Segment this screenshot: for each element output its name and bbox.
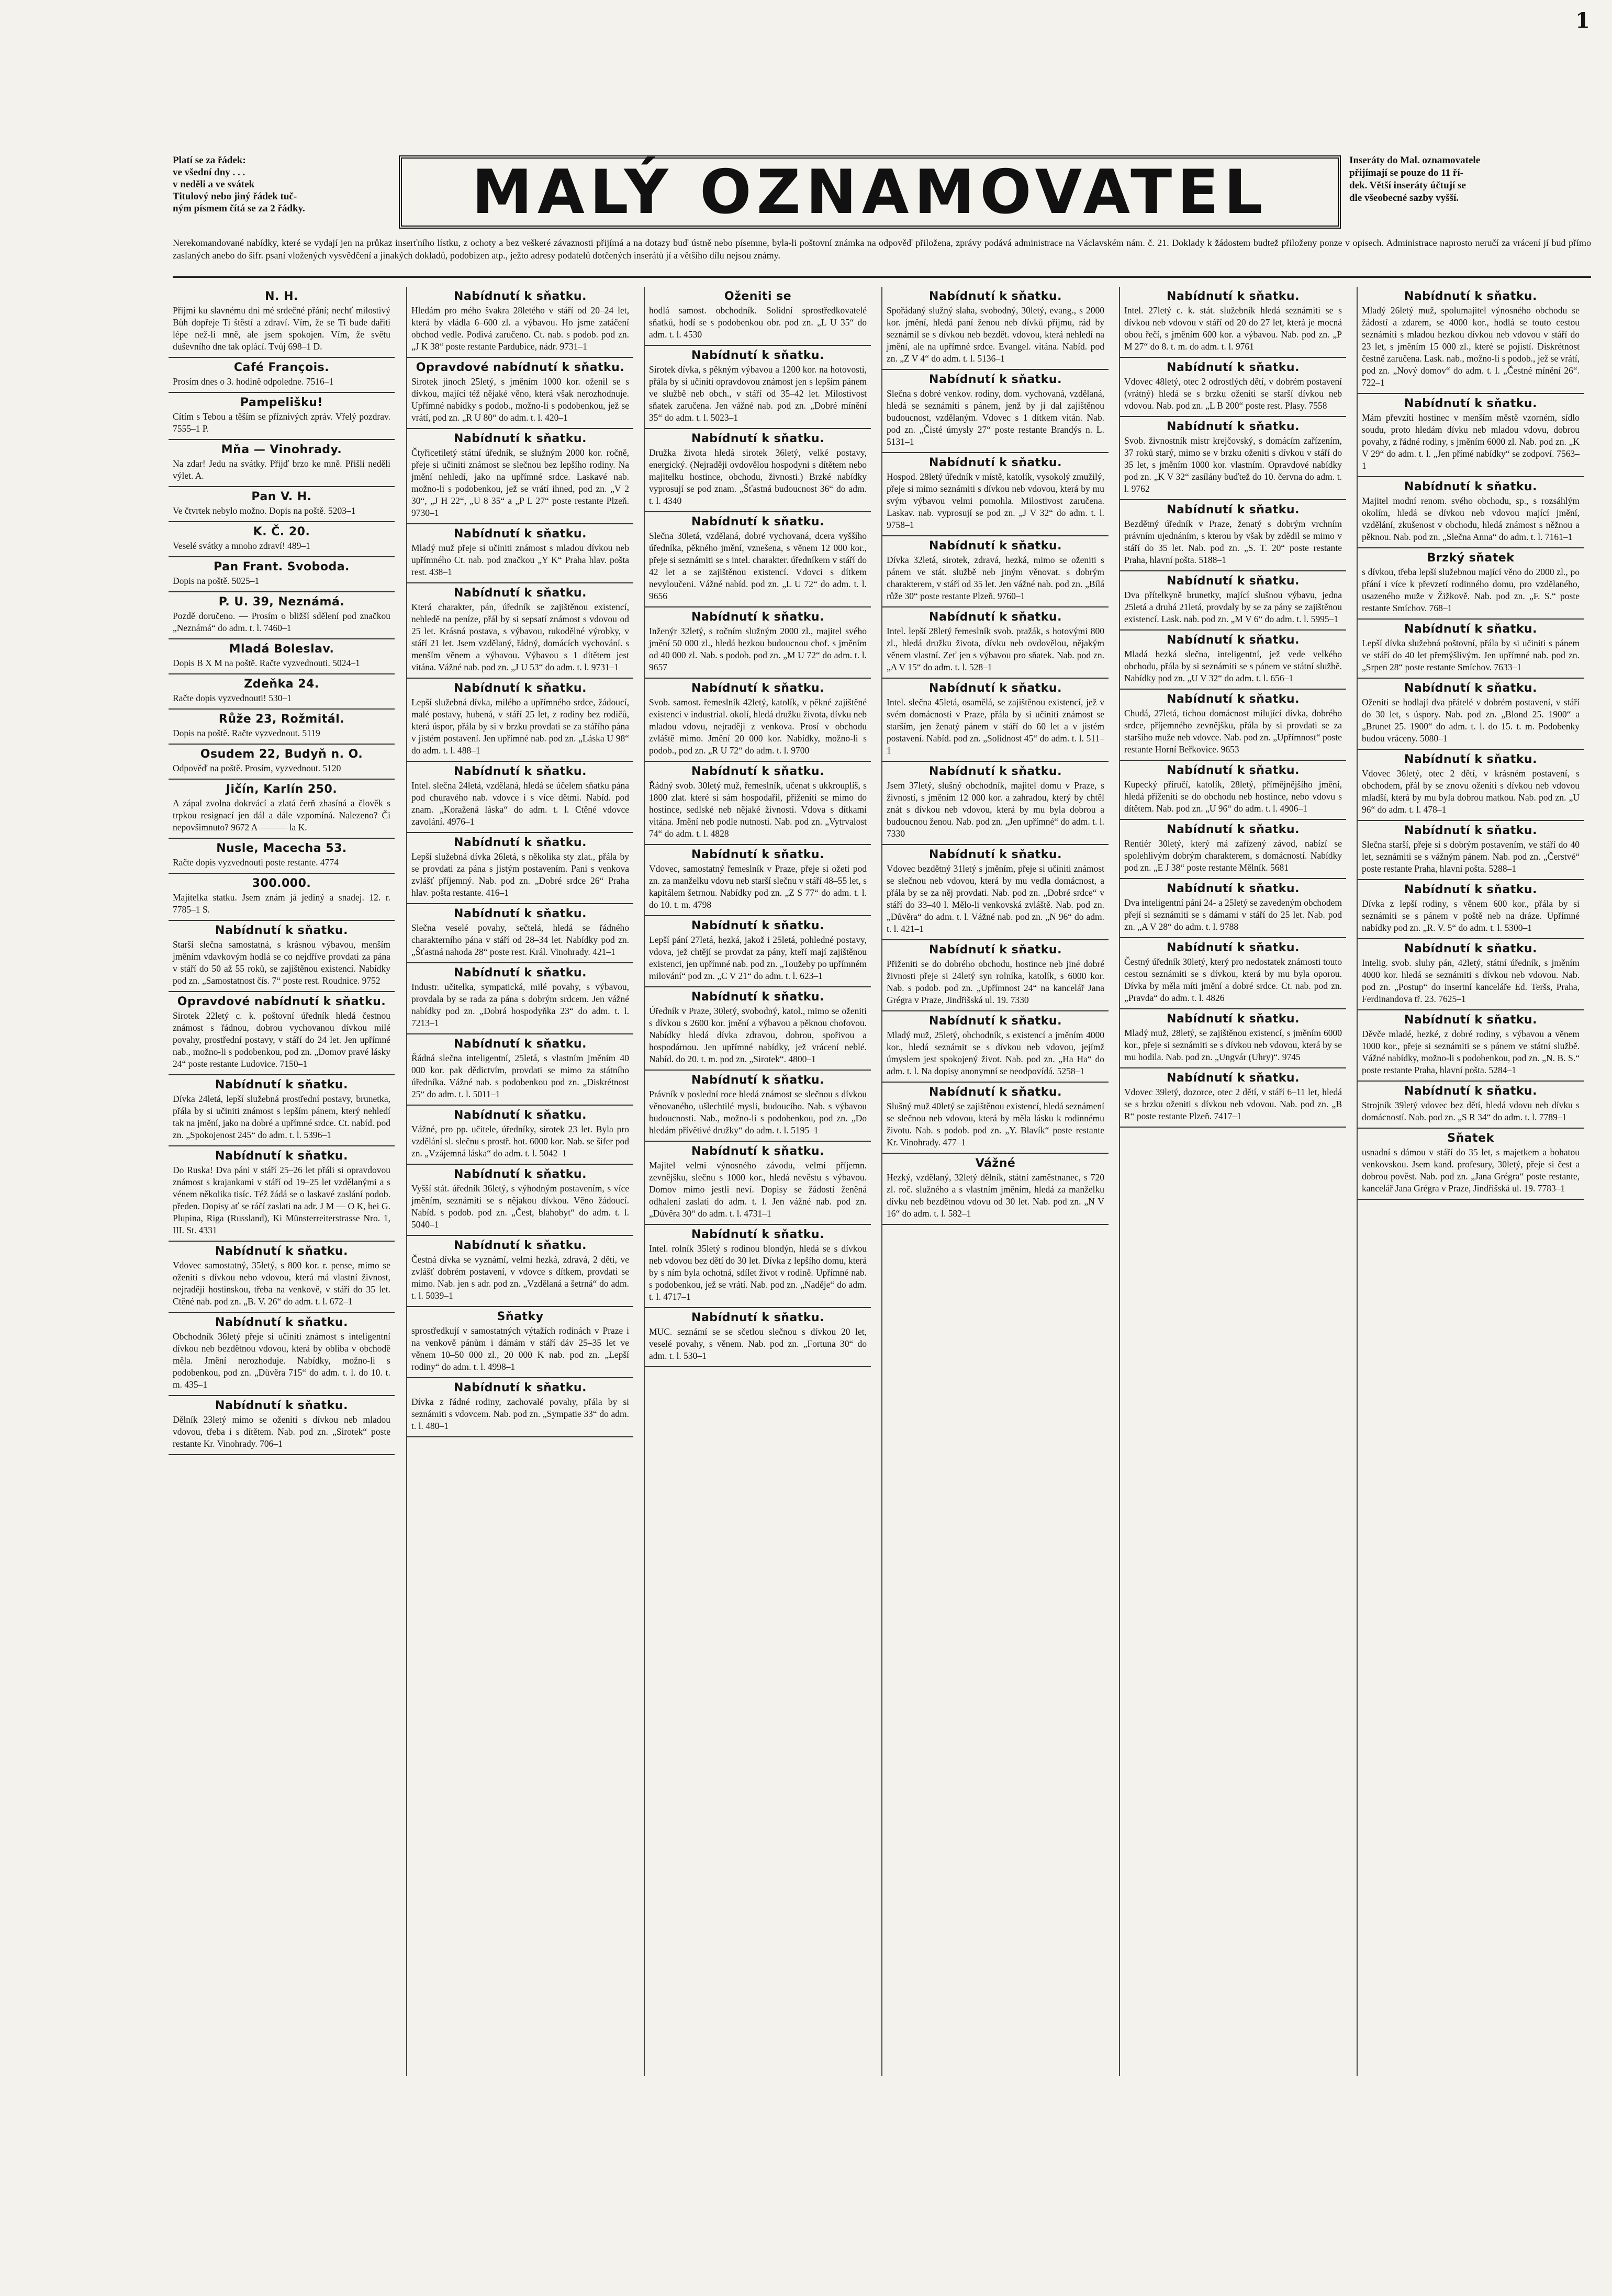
ad-heading: Nabídnutí k sňatku.: [454, 432, 587, 445]
classified-ad: [1358, 287, 1584, 394]
ad-text: Dva inteligentní páni 24- a 25letý se zavedeným obchodem přejí si seznámiti se s dámami v stáří do 25 let. Nab. pod zn. „A V 28“ do adm. t. l. 9788: [1124, 897, 1342, 932]
classified-ad: [169, 592, 395, 639]
ad-heading: Nabídnutí k sňatku.: [454, 1168, 587, 1181]
ad-heading: Nabídnutí k sňatku.: [1167, 290, 1300, 303]
ad-heading: Pan Frant. Svoboda.: [214, 560, 350, 573]
ad-heading: Nabídnutí k sňatku.: [215, 1078, 348, 1091]
classified-ad: [1120, 571, 1346, 631]
ad-text: Děvče mladé, hezké, z dobré rodiny, s výbavou a věnem 1000 kor., přeje si seznámiti se s pánem ve státní službě. Vážné nabídky, možno-li s podobenkou, pod zn. „N. B. S.“ poste restante Praha, hlavní pošta. 5284–1: [1362, 1029, 1580, 1075]
ad-text: Přijmi ku slavnému dni mé srdečné přání; nechť milostivý Bůh dopřeje Ti štěstí a zdraví. Vím, že se Ti bude dařiti lépe než-li mně, ale jsem spokojen. Vím, že světu duševního dne tak oplácí. Tvůj 698–1 D.: [173, 305, 390, 352]
classified-ad: [169, 487, 395, 522]
ad-text: Vdovec bezdětný 31letý s jměním, přeje si učiniti známost se slečnou neb vdovou, která by mu vedla domácnost, a přála by se za něj provdati. Nab. pod zn. „Dobré srdce“ v stáří do 33–40 l. Mělo-li venkovská zvláště. Nab. pod zn. „Důvěra“ do adm. t. l. Vážné nab. pod zn. „N 96“ do adm. t. l. 421–1: [887, 863, 1104, 934]
classified-ad: [407, 1378, 633, 1437]
classified-ad: [882, 1154, 1109, 1225]
ad-text: Intel. rolník 35letý s rodinou blondýn, hledá se s dívkou neb vdovou bez dětí do 30 let. Dívka z lepšího domu, která by s ním byla ochotná, sdílet život v rodině. Upřímné nab. s podobenkou, jež se vrátí. Nab. pod zn. „Naděje“ do adm. t. l. 4717–1: [649, 1243, 867, 1302]
ad-text: Dívka z lepší rodiny, s věnem 600 kor., přála by si seznámiti se s pánem v poště neb na dráze. Upřímné nabídky pod zn. „R. V. 5“ do adm. t. l. 5300–1: [1362, 898, 1580, 933]
classified-ad: [882, 940, 1109, 1011]
classified-ad: [1120, 761, 1346, 820]
ad-text: Bezdětný úředník v Praze, ženatý s dobrým vrchním právním ujednáním, s kterou by však by zdědil se mimo v stáří do 35 let. Nab. pod zn. „S. T. 20“ poste restante Praha, hlavní pošta. 5188–1: [1124, 519, 1342, 565]
ad-heading: Nabídnutí k sňatku.: [1167, 1072, 1300, 1085]
classified-ad: [407, 583, 633, 679]
ad-text: Mladá hezká slečna, inteligentní, jež vede velkého obchodu, přála by si seznámiti se s pánem ve státní službě. Nabídky pod zn. „U V 32“ do adm. t. l. 656–1: [1124, 649, 1342, 683]
ad-heading: Opravdové nabídnutí k sňatku.: [177, 995, 386, 1008]
ad-text: Lepší dívka služebná poštovní, přála by si učiniti s pánem ve stáří do 40 let přemýšlivým. Jen upřímné nab. pod zn. „Srpen 28“ poste restante Smíchov. 7633–1: [1362, 638, 1580, 672]
classified-ad: [407, 358, 633, 429]
ad-text: s dívkou, třeba lepší služebnou mající věno do 2000 zl., po přání i více k převzetí rodinného domu, pro vzdělaného, usazeného muže v Žižkově. Nab. pod zn. „F. S.“ poste restante Smíchov. 768–1: [1362, 567, 1580, 613]
price-line: Platí se za řádek:: [173, 155, 246, 166]
classified-ad: [169, 745, 395, 780]
info-line: dle všeobecné sazby vyšší.: [1349, 193, 1459, 204]
ad-columns: [169, 287, 1594, 2076]
classified-ad: [882, 453, 1109, 536]
classified-ad: [407, 1307, 633, 1378]
ad-text: Vyšší stát. úředník 36letý, s výhodným postavením, s více jměním, seznámiti se s nějakou dívkou. Věno žádoucí. Nabíd. s podob. pod zn. „Čest, blahobyt“ do adm. t. l. 5040–1: [411, 1183, 629, 1230]
ad-text: Mladý muž, 25letý, obchodník, s existencí a jměním 4000 kor., hledá seznámit se s dívkou neb vdovou, jejímž úmyslem jest spokojený život. Nab. pod zn. „Ha Ha“ do adm. t. l. Na dopisy anonymní se neodpovídá. 5258–1: [887, 1030, 1104, 1076]
ad-heading: Nabídnutí k sňatku.: [1404, 942, 1537, 955]
ad-text: Vdovec 48letý, otec 2 odrostlých dětí, v dobrém postavení (vrátný) hledá se s brzku oženiti se starší dívkou neb vdovou. Nab. pod zn. „L B 200“ poste rest. Plasy. 7558: [1124, 376, 1342, 411]
classified-ad: [1120, 938, 1346, 1009]
classified-ad: [407, 1106, 633, 1165]
ad-heading: Nabídnutí k sňatku.: [691, 848, 824, 861]
ad-heading: Nabídnutí k sňatku.: [691, 1228, 824, 1241]
ad-heading: Nabídnutí k sňatku.: [454, 1109, 587, 1122]
ad-text: Intelig. svob. sluhy pán, 42letý, státní úředník, s jměním 4000 kor. hledá se seznámiti s dívkou neb vdovou. Nab. pod zn. „Postup“ do insertní kanceláře Ed. Teršs, Praha, Ferdinandova tř. 23. 7625–1: [1362, 958, 1580, 1004]
ad-text: Račte dopis vyzvednouti poste restante. 4774: [173, 857, 339, 868]
section-title-box: [399, 155, 1341, 229]
ad-heading: N. H.: [265, 290, 298, 303]
ad-heading: Nabídnutí k sňatku.: [1404, 753, 1537, 766]
classified-ad: [407, 963, 633, 1034]
ad-heading: Nabídnutí k sňatku.: [1167, 575, 1300, 588]
ad-text: Ve čtvrtek nebylo možno. Dopis na poště. 5203–1: [173, 505, 356, 516]
ad-text: Inženýr 32letý, s ročním služným 2000 zl., majitel svého jmění 50 000 zl., hledá hezkou budoucnou chof. s jměním od 40 000 zl. Nab. s podob. pod zn. „M U 72“ do adm. t. l. 9657: [649, 626, 867, 672]
ad-heading: Nabídnutí k sňatku.: [454, 290, 587, 303]
ad-text: Vdovec 36letý, otec 2 dětí, v krásném postavení, s obchodem, přál by se znovu oženiti s dívkou neb vdovou mladší, která by mu byla dobrou matkou. Nab. pod zn. „U 96“ do adm. t. l. 478–1: [1362, 768, 1580, 815]
ad-heading: Nabídnutí k sňatku.: [691, 682, 824, 695]
classified-ad: [1358, 821, 1584, 880]
ad-heading: Nabídnutí k sňatku.: [1167, 420, 1300, 433]
ad-text: Majitel modní renom. svého obchodu, sp., s rozsáhlým okolím, hledá se dívkou neb vdovou mající jmění, vzdělání, zkušenost v obchodu, hledá známost s něžnou a pěknou. Nab. pod zn. „Slečna Anna“ do adm. t. l. 7161–1: [1362, 496, 1580, 542]
ad-text: Kupecký příručí, katolík, 28letý, přímějnějšího jmění, hledá přiženiti se do obchodu neb hostince, nebo vdovu s dítětem. Nab. pod zn. „U 96“ do adm. t. l. 4906–1: [1124, 779, 1342, 814]
ad-heading: Mladá Boleslav.: [229, 643, 334, 656]
ad-heading: Nabídnutí k sňatku.: [454, 836, 587, 849]
ad-text: Veselé svátky a mnoho zdraví! 489–1: [173, 541, 310, 551]
classified-ad: [1120, 690, 1346, 761]
ad-heading: Nabídnutí k sňatku.: [1404, 1014, 1537, 1027]
ad-heading: Nabídnutí k sňatku.: [1167, 693, 1300, 706]
ad-text: Intel. slečna 45letá, osamělá, se zajištěnou existencí, jež v svém domácnosti v Praze, přála by si učiniti známost se starším, jen ženatý pánem v stáří do 60 let a v jistém postavení. Nabíd. pod zn. „Solidnost 45“ do adm. t. l. 511–1: [887, 697, 1104, 756]
ad-text: Dívka z řádné rodiny, zachovalé povahy, přála by si seznámiti s vdovcem. Nab. pod zn. „Sympatie 33“ do adm. t. l. 480–1: [411, 1397, 629, 1431]
classified-ad: [645, 916, 871, 987]
ad-heading: Nabídnutí k sňatku.: [454, 1381, 587, 1394]
classified-ad: [1358, 548, 1584, 620]
ad-text: Vdovec 39letý, dozorce, otec 2 dětí, v stáří 6–11 let, hledá se s brzku oženiti s dívkou neb vdovou. Nab. pod zn. „B R“ poste restante Plzeň. 7417–1: [1124, 1087, 1342, 1121]
ad-text: Intel. slečna 24letá, vzdělaná, hledá se účelem sňatku pána pod churavého nab. vdovce i s více dětmi. Nabíd. pod znam. „Koražená láska“ do adm. t. l. Ctěné vdovce zavolání. 4976–1: [411, 780, 629, 827]
ad-heading: Café François.: [233, 361, 330, 374]
ad-column-2: [406, 287, 633, 2076]
ad-heading: Nabídnutí k sňatku.: [691, 1311, 824, 1324]
ad-text: Jsem 37letý, slušný obchodník, majitel domu v Praze, s živností, s jměním 12 000 kor. a zahradou, který by chtěl znát s dívkou neb vdovou, která by mu byla dobrou a budoucnou ženou. Nab. pod zn. „Jen upřímné“ do adm. t. l. 7330: [887, 780, 1105, 839]
price-line: ným písmem čítá se za 2 řádky.: [173, 203, 305, 214]
ad-text: Právník v poslední roce hledá známost se slečnou s dívkou věnovaného, ušlechtilé mysli, budoucího. Nab. s výbavou budoucnosti. Nab., možno-li s podobenkou, pod zn. „Do hledám přívětivé družky“ do adm. t. l. 5195–1: [649, 1089, 867, 1135]
classified-ad: [882, 1083, 1109, 1154]
classified-ad: [645, 762, 871, 845]
ad-text: Řádný svob. 30letý muž, řemeslník, učenat s ukkrouplíš, s 1800 zlat. které si sám hospodařil, přiženiti se mimo do hostince, sedlské neb nějaké živnosti. Vdova s dítkami vitána. Jmění neb podle nutnosti. Nab. pod zn. „Vytrvalost 74“ do adm. t. l. 4828: [649, 780, 867, 839]
classified-ad: [407, 1034, 633, 1106]
ad-heading: Pampelišku!: [240, 396, 323, 409]
ad-heading: Nabídnutí k sňatku.: [929, 456, 1062, 469]
classified-ad: [169, 674, 395, 710]
ad-column-1: [169, 287, 395, 2076]
classified-ad: [169, 710, 395, 745]
price-line: v neděli a ve svátek: [173, 179, 255, 190]
classified-ad: [1358, 750, 1584, 821]
ad-heading: Osudem 22, Budyň n. O.: [200, 748, 363, 761]
info-line: Inseráty do Mal. oznamovatele: [1349, 155, 1481, 166]
ad-heading: Nabídnutí k sňatku.: [454, 1239, 587, 1252]
ad-heading: Nabídnutí k sňatku.: [1404, 623, 1537, 636]
ad-text: Čestný úředník 30letý, který pro nedostatek známosti touto cestou seznámiti se s dívkou, která by mu byla oporou. Dívka by měla míti jmění a dobré srdce. Ct. nab. pod zn. „Pravda“ do adm. t. l. 4826: [1124, 956, 1342, 1003]
price-line: Titulový nebo jiný řádek tuč-: [173, 191, 297, 202]
ad-heading: Mňa — Vinohrady.: [221, 443, 342, 456]
ad-heading: Nabídnutí k sňatku.: [1167, 634, 1300, 647]
classified-ad: [645, 1308, 871, 1367]
ad-text: Slečna 30letá, vzdělaná, dobré vychovaná, dcera vyššího úředníka, pěkného jmění, vznešena, s věnem 12 000 kor., přeje si seznámiti se s intel. charakter. úředníkem v stáří do 42 let a se zajištěnou existencí. Vdovci s dítkem nevyloučeni. Vážné nabíd. pod zn. „L U 72“ do adm. t. l. 9656: [649, 531, 867, 601]
ad-text: Sirotek 22letý c. k. poštovní úředník hledá čestnou známost s řádnou, dobrou vychovanou dívkou milé povahy, prostřední postavy, v stáří do 24 let. Jen upřímné nab., možno-li s podobenkou, pod zn. „Domov pravé lásky 24“ poste restante Ludovice. 7150–1: [173, 1010, 390, 1069]
ad-heading: Sňatek: [1447, 1132, 1494, 1145]
ad-heading: Nabídnutí k sňatku.: [454, 966, 587, 980]
classified-ad: [1358, 477, 1584, 548]
ad-text: Řádná slečna inteligentní, 25letá, s vlastním jměním 40 000 kor. pak dědictvím, provdati se mimo za státního úředníka. Vážné nab. s podobenkou pod zn. „Diskrétnost 25“ do adm. t. l. 5011–1: [411, 1053, 629, 1099]
ad-heading: Nabídnutí k sňatku.: [454, 765, 587, 778]
ad-text: Dělník 23letý mimo se oženiti s dívkou neb mladou vdovou, třeba i s dítětem. Nab. pod zn. „Sirotek“ poste restante Kr. Vinohrady. 706–1: [173, 1414, 390, 1449]
classified-ad: [1358, 620, 1584, 679]
ad-heading: Nabídnutí k sňatku.: [929, 1015, 1062, 1028]
classified-ad: [1358, 1129, 1584, 1200]
ad-heading: Nabídnutí k sňatku.: [1167, 823, 1300, 836]
ad-text: Spořádaný služný slaha, svobodný, 30letý, evang., s 2000 kor. jmění, hledá paní ženou neb dívků přijmu, rád by seznámil se s dívkou neb bezdět. vdovou, která nehledí na jmění, ale na upřímné srdce. Evangel. vitána. Nabíd. pod zn. „Z V 4“ do adm. t. l. 5136–1: [887, 305, 1104, 364]
ad-text: Mladý muž, 28letý, se zajištěnou existencí, s jměním 6000 kor., přeje si seznámiti se s dívkou neb vdovou, která by se mu hodila. Nab. pod zn. „Ungvár (Uhry)“. 9745: [1124, 1028, 1342, 1062]
ad-text: Lepší služebná dívka, milého a upřímného srdce, žádoucí, malé postavy, hubená, v stáří 25 let, z rodiny bez rodičů, která úspor, přála by si v brzku provdati se za stářího pána v jistém postavení. Jen upřímné nab. pod zn. „Láska U 98“ do adm. t. l. 488–1: [411, 697, 629, 756]
ad-text: Oženiti se hodlají dva přátelé v dobrém postavení, v stáří do 30 let, s úspory. Nab. pod zn. „Blond 25. 1900“ a „Brunet 25. 1900“ do adm. t. l. do 15. t. m. Podobenky budou vráceny. 5080–1: [1362, 697, 1580, 744]
ad-heading: K. Č. 20.: [253, 525, 310, 538]
ad-heading: Opravdové nabídnutí k sňatku.: [416, 361, 625, 374]
ad-heading: Nabídnutí k sňatku.: [929, 848, 1062, 861]
ad-text: hodlá samost. obchodník. Solidní sprostředkovatelé sňatků, hodí se s podobenkou obr. pod zn. „L U 35“ do adm. t. l. 4530: [649, 305, 867, 340]
ad-text: Slečna starší, přeje si s dobrým postavením, ve stáří do 40 let, seznámiti se s vážným pánem. Nab. pod zn. „Čerstvé“ poste restante Praha, hlavní pošta. 5288–1: [1362, 839, 1580, 874]
ad-heading: Nabídnutí k sňatku.: [1167, 503, 1300, 516]
classified-ad: [882, 845, 1109, 940]
classified-ad: [645, 987, 871, 1071]
classified-ad: [1358, 880, 1584, 939]
ad-text: Dívka 32letá, sirotek, zdravá, hezká, mimo se oženiti s pánem ve stát. službě neb jiným věnovat. s dobrým charakterem, v stáří od 35 let. Jen vážné nab. pod zn. „Bílá růže 30“ poste restante Plzeň. 9760–1: [887, 555, 1104, 601]
classified-ad: [169, 992, 395, 1075]
classified-ad: [882, 536, 1109, 607]
classified-ad: [1358, 1010, 1584, 1082]
ad-heading: Nabídnutí k sňatku.: [1404, 1085, 1537, 1098]
info-line: dek. Větší inseráty účtují se: [1349, 180, 1466, 191]
ad-heading: Nabídnutí k sňatku.: [454, 907, 587, 920]
classified-ad: [645, 429, 871, 512]
ad-column-5: [1119, 287, 1346, 2076]
ad-heading: Nabídnutí k sňatku.: [929, 1086, 1062, 1099]
classified-ad: [169, 522, 395, 557]
ad-text: Odpověď na poště. Prosím, vyzvednout. 5120: [173, 763, 341, 773]
ad-heading: Nabídnutí k sňatku.: [1167, 882, 1300, 895]
ad-text: Která charakter, pán, úředník se zajištěnou existencí, nehledě na peníze, přál by si sepsatí známost s vdovou od 25 let. Krásná postava, s výbavou, rukodělné výrobky, v stáří 21 let. Jsem vzdělaný, řádný, domácích vychování. s menším věnem a výbavou. Výbavou s 1 dítětem jest vitána. Vážné nab. pod zn. „J U 53“ do adm. t. l. 9731–1: [411, 602, 629, 672]
ad-heading: Nabídnutí k sňatku.: [454, 527, 587, 541]
ad-text: Svob. samost. řemeslník 42letý, katolík, v pěkné zajištěné existenci v industrial. okolí, hledá družku života, dívku neb mladou vdovu, nejraději z venkova. Prosí v obchodu zvláště mimo. Jmění 20 000 kor. Nabídky, možno-li s podob., pod zn. „R U 72“ do adm. t. l. 9700: [649, 697, 867, 756]
ad-text: Lepší pání 27letá, hezká, jakož i 25letá, pohledné postavy, vdova, jež chtějí se provdat za pány, kteří mají zajištěnou existenci, jen upřímné nab. pod zn. „Toužeby po upřímném milování“ pod zn. „C V 21“ do adm. t. l. 623–1: [649, 935, 867, 981]
ad-heading: P. U. 39, Neznámá.: [218, 595, 345, 609]
ad-text: Úředník v Praze, 30letý, svobodný, katol., mimo se oženiti s dívkou s 2600 kor. jmění a výbavou a pěknou chofovou. Nabídky hledá dívka zdravou, dobrou, spořivou a hospodárnou. Jen upřímné nabídky, jež vrácení neblé. Nabíd. do 20. t. m. pod zn. „Sirotek“. 4800–1: [649, 1006, 867, 1064]
classified-ad: [169, 1075, 395, 1146]
ad-heading: Pan V. H.: [251, 490, 312, 503]
ad-heading: Nabídnutí k sňatku.: [1167, 1012, 1300, 1026]
ad-column-6: [1357, 287, 1584, 2076]
ad-heading: Nabídnutí k sňatku.: [215, 1150, 348, 1163]
ad-text: Vdovec samostatný, 35letý, s 800 kor. r. pense, mimo se oženiti s dívkou nebo vdovou, která má vlastní živnost, nejraději hostinskou, třeba na venkově, v stáří do 35 let. Ctěné nab. pod zn. „B. V. 26“ do adm. t. l. 672–1: [173, 1260, 390, 1307]
ad-text: usnadní s dámou v stáří do 35 let, s majetkem a bohatou venkovskou. Jsem kand. profesury, 30letý, přeje si čest a dobrou pověst. Nab. pod zn. „Jana Grégra“ poste restante, kancelář Jana Grégra v Praze, Jindřišská ul. 19. 7783–1: [1362, 1147, 1580, 1194]
ad-text: Cítím s Tebou a těším se příznivých zpráv. Vřelý pozdrav. 7555–1 P.: [173, 411, 390, 434]
ad-heading: Nabídnutí k sňatku.: [929, 539, 1062, 553]
classified-ad: [1120, 417, 1346, 500]
ad-heading: Nusle, Macecha 53.: [216, 842, 347, 855]
ad-text: Lepší služebná dívka 26letá, s několika sty zlat., přála by se provdati za pána s jistým postavením. Pani s venkova zvlášť příjemný. Nab. pod zn. „Dobré srdce 26“ Praha hlav. pošta restante. 416–1: [411, 851, 629, 898]
ad-text: Pozdě doručeno. — Prosím o bližší sdělení pod značkou „Neznámá“ do adm. t. l. 7460–1: [173, 611, 390, 633]
ad-heading: Sňatky: [497, 1310, 544, 1323]
ad-heading: Brzký sňatek: [1427, 552, 1515, 565]
ad-heading: Jičín, Karlín 250.: [226, 783, 338, 796]
classified-ad: [407, 524, 633, 583]
ad-text: Strojník 39letý vdovec bez dětí, hledá vdovu neb dívku s domácností. Nab. pod zn. „S R 34“ do adm. t. l. 7789–1: [1362, 1100, 1580, 1122]
ad-text: MUC. seznámí se se sčetlou slečnou s dívkou 20 let, veselé povahy, s věnem. Nab. pod zn. „Fortuna 30“ do adm. t. l. 530–1: [649, 1326, 867, 1361]
classified-ad: [645, 1071, 871, 1142]
ad-heading: Nabídnutí k sňatku.: [1404, 480, 1537, 493]
classified-ad: [407, 287, 633, 358]
ad-heading: Nabídnutí k sňatku.: [691, 1145, 824, 1158]
classified-ad: [882, 607, 1109, 679]
classified-ad: [407, 679, 633, 762]
classified-ad: [407, 429, 633, 524]
ad-heading: Nabídnutí k sňatku.: [454, 1038, 587, 1051]
ad-text: Hospod. 28letý úředník v místě, katolík, vysokolý zmužilý, přeje si mimo seznámiti s dívkou neb vdovou, která by mu svým výbavou velmi pomohla. Milostivost zaručena. Laskav. nab. vyprosují se pod zn. „J V 32“ do adm. t. l. 9758–1: [887, 471, 1104, 530]
ad-heading: Nabídnutí k sňatku.: [691, 1074, 824, 1087]
classified-ad: [882, 370, 1109, 453]
classified-ad: [169, 780, 395, 839]
ad-heading: 300.000.: [252, 877, 311, 890]
ad-heading: Nabídnutí k sňatku.: [1404, 397, 1537, 410]
ad-text: Mladý 26letý muž, spolumajitel výnosného obchodu se žádostí a zdarem, se 4000 kor., hodlá se touto cestou seznámiti s mladou hezkou dívkou neb vdovou v stáří do 23 let, s jměním 15 000 zl., které se pojistí. Diskrétnost čestně zaručena. Lask. nab., možno-li s podob., jež se vrátí, pod zn. „Nový domov“ do adm. t. l. „Čestné mínění 26“. 722–1: [1362, 305, 1580, 388]
ad-text: Dívka 24letá, lepší služebná prostřední postavy, brunetka, přála by si učiniti známost s lepším pánem, který nehledí tak na jmění, jako na dobré a upřímné srdce. Ct. nabíd. pod zn. „Spokojenost 245“ do adm. t. l. 5396–1: [173, 1094, 390, 1140]
ad-text: Obchodník 36letý přeje si učiniti známost s inteligentní dívkou neb bezdětnou vdovou, která by obliba v obchodě měla. Jmění nerozhoduje. Nabídky, možno-li s podobenkou, pod zn. „Důvěra 715“ do adm. t. l. do 10. t. m. 435–1: [173, 1331, 390, 1390]
ad-column-4: [881, 287, 1109, 2076]
ad-heading: Nabídnutí k sňatku.: [215, 1399, 348, 1412]
ad-heading: Nabídnutí k sňatku.: [454, 587, 587, 600]
classified-ad: [169, 921, 395, 992]
info-box: [1349, 154, 1595, 233]
classifieds-header: [173, 154, 1591, 233]
ad-heading: Nabídnutí k sňatku.: [215, 924, 348, 937]
ad-text: Čtyřicetiletý státní úředník, se služným 2000 kor. ročně, přeje si učiniti známost se slečnou bez lepšího rodiny. Na jmění nehledí, jako na upřímné srdce. Laskavé nab. možno-li s podobenkou, jež se vrátí ihned, pod zn. „V 2 30“, „J H 22“, „U 8 35“ a „P L 27“ poste restante Plzeň. 9730–1: [411, 447, 629, 518]
ad-heading: Nabídnutí k sňatku.: [691, 919, 824, 932]
ad-text: Prosím dnes o 3. hodině odpoledne. 7516–1: [173, 376, 334, 387]
classified-ad: [1120, 879, 1346, 938]
classified-ad: [169, 358, 395, 393]
ad-heading: Růže 23, Rožmitál.: [218, 713, 345, 726]
ad-text: Svob. živnostník mistr krejčovský, s domácím zařízením, 37 roků starý, mimo se v brzku oženiti s dívkou v stáří do 35 let, s jměním 1000 kor. vlastním. Opravdové nabídky pod zn. „K V 32“ zasílány buďtež do 10. června do adm. t. l. 9762: [1124, 435, 1342, 494]
ad-text: sprostředkují v samostatných výtažích rodinách v Praze i na venkově pánům i dámám v stáří dáv 25–35 let ve věnem 10–50 000 zl., 20 000 K nab. pod zn. „Lepší rodiny“ do adm. t. l. 4998–1: [411, 1325, 629, 1372]
section-title: MALÝ OZNAMOVATEL: [472, 156, 1268, 228]
ad-text: Starší slečna samostatná, s krásnou výbavou, menším jměním vdavkovým hodlá se co nejdříve provdati za pána v stáří do 50 až 55 roků, se zajištěnou existencí. Nabídky pod zn. „Samostatnost čís. 7“ poste rest. Roudnice. 9752: [173, 939, 390, 986]
info-line: přijímají se pouze do 11 ří-: [1349, 167, 1463, 178]
ad-text: Sirotek jinoch 25letý, s jměním 1000 kor. oženil se s dívkou, mající též nějaké věno, která však nerozhodnuje. Upřímné nabídky s podob., možno-li s podobenkou, jež se vrátí, pod zn. „R U 80“ do adm. t. l. 420–1: [411, 376, 629, 423]
classified-ad: [1358, 939, 1584, 1010]
administration-notice: Nerekomandované nabídky, které se vydají jen na průkaz inserťního lístku, z ochoty a bez veškeré závaznosti přijímá a na dotazy buď ústně nebo písemne, byla-li poštovní známka na odpověď přiložena, zprávy podává administrace na Václavském nám. č. 21. Doklady k žádostem budtež přiloženy ponze v opisech. Administrace naprosto neručí za vrácení jí bud přímo zaslaných anebo do šifr. psaní vložených vysvědčení a jinakých dokladů, podobizen atp., ježto adresy podatelů dotčených inserátů jí a většího dílu nejsou známy.: [173, 237, 1591, 278]
classified-ad: [407, 1165, 633, 1236]
ad-heading: Zdeňka 24.: [244, 678, 319, 691]
ad-heading: Nabídnutí k sňatku.: [691, 515, 824, 528]
ad-text: Dopis B X M na poště. Račte vyzvednouti. 5024–1: [173, 658, 360, 668]
ad-text: Slečna veselé povahy, sečtelá, hledá se řádného charakterního pána v stáří od 28–34 let. Nabídky pod zn. „Šťastná nahoda 28“ poste rest. Král. Vinohrady. 421–1: [411, 922, 629, 957]
classified-ad: [1120, 1068, 1346, 1128]
ad-text: Vážné, pro pp. učitele, úředníky, sirotek 23 let. Byla pro vzdělání sl. slečnu s prostř. hot. 6000 kor. Nab. se šifer pod zn. „Vzájemná láska“ do adm. t. l. 5042–1: [411, 1124, 629, 1158]
ad-text: Dopis na poště. 5025–1: [173, 576, 260, 586]
ad-heading: Nabídnutí k sňatku.: [929, 290, 1062, 303]
ad-text: Na zdar! Jedu na svátky. Přijď brzo ke mně. Přišli neděli výlet. A.: [173, 458, 390, 481]
classified-ad: [645, 607, 871, 679]
ad-text: Majitelka statku. Jsem znám já jediný a snadej. 12. r. 7785–1 S.: [173, 892, 390, 915]
classified-ad: [882, 1011, 1109, 1083]
ad-heading: Nabídnutí k sňatku.: [691, 765, 824, 778]
classified-ad: [1358, 1082, 1584, 1129]
ad-text: A zápal zvolna dokrvácí a zlatá čerň zhasíná a člověk s trpkou resignací jen dál a dále vzpomíná. Nalezeno? Či nepovšimnuto? 9672 A ——— la K.: [173, 798, 390, 832]
classified-ad: [882, 762, 1109, 845]
ad-heading: Nabídnutí k sňatku.: [1404, 290, 1537, 303]
ad-heading: Nabídnutí k sňatku.: [215, 1245, 348, 1258]
classified-ad: [882, 287, 1109, 370]
price-line: ve všední dny . . .: [173, 167, 245, 178]
ad-heading: Nabídnutí k sňatku.: [691, 991, 824, 1004]
classified-ad: [169, 839, 395, 874]
ad-text: Družka života hledá sirotek 36letý, velké postavy, energický. (Nejraději ovdovělou hospodyni s dítětem nebo majitelku hostince, obchodu, živnosti.) Brzké nabídky vyprosují se pod znam. „Šťastná budoucnost 36“ do adm. t. l. 4340: [649, 447, 867, 506]
classified-ad: [1120, 358, 1346, 417]
ad-text: Hezký, vzdělaný, 32letý dělník, státní zaměstnanec, s 720 zl. roč. služného a s vlastním jměním, hledá za manželku dívku neb bezdětnou vdovu od 30 let. Nab. pod zn. „N V 16“ do adm. t. l. 582–1: [887, 1172, 1104, 1219]
ad-heading: Nabídnutí k sňatku.: [1167, 361, 1300, 374]
ad-heading: Vážné: [975, 1157, 1016, 1170]
classified-ad: [645, 679, 871, 762]
classified-ad: [645, 346, 871, 429]
ad-text: Čestná dívka se vyznámí, velmi hezká, zdravá, 2 děti, ve zvlášť dobrém postavení, v vdovce s dítkem, provdati se mimo. Nab. jen s adr. pod zn. „Vzdělaná a šetrná“ do adm. t. l. 5039–1: [411, 1254, 629, 1301]
classified-ad: [169, 1396, 395, 1455]
ad-heading: Nabídnutí k sňatku.: [691, 349, 824, 362]
classified-ad: [1120, 820, 1346, 879]
ad-text: Slušný muž 40letý se zajištěnou existencí, hledá seznámení se slečnou neb vdovou, která by měla lásku k rodinnému životu. Nab. s podob. pod zn. „Y. Blavík“ poste restante Kr. Vinohrady. 477–1: [887, 1101, 1105, 1147]
ad-heading: Nabídnutí k sňatku.: [929, 373, 1062, 386]
ad-text: Přiženiti se do dobrého obchodu, hostince neb jiné dobré živnosti přeje si 24letý syn rolníka, katolík, s 6000 kor. Nab. s podob. pod zn. „Upřímnost 24“ na kancelář Jana Grégra v Praze, Jindřišská ul. 19. 7330: [887, 959, 1104, 1005]
classified-ad: [169, 1242, 395, 1313]
ad-heading: Nabídnutí k sňatku.: [929, 611, 1062, 624]
ad-text: Hledám pro mého švakra 28letého v stáří od 20–24 let, která by vládla 6–600 zl. a výbavou. Ho jsme zatáčení obchod vedle. Podivá zaručeno. Ct. nab. s podob. pod zn. „J K 38“ poste restante Pardubice, nádr. 9731–1: [411, 305, 629, 352]
classified-ad: [882, 679, 1109, 762]
classified-ad: [1120, 500, 1346, 571]
classified-ad: [1358, 394, 1584, 477]
ad-text: Mladý muž přeje si učiniti známost s mladou dívkou neb upřímného Ct. nab. pod značkou „Y K“ Praha hlav. pošta rest. 438–1: [411, 543, 629, 577]
ad-text: Račte dopis vyzvednouti! 530–1: [173, 693, 292, 703]
classified-ad: [407, 833, 633, 904]
classified-ad: [1120, 1009, 1346, 1068]
ad-heading: Nabídnutí k sňatku.: [454, 682, 587, 695]
ad-text: Rentiér 30letý, který má zařízený závod, nabízí se spolehlivým dobrým charakterem, s domácností. Nabídky pod zn. „E J 38“ poste restante Mělník. 5681: [1124, 838, 1342, 873]
ad-heading: Oženiti se: [724, 290, 792, 303]
classified-ad: [169, 1313, 395, 1396]
ad-column-3: [644, 287, 871, 2076]
ad-text: Industr. učitelka, sympatická, milé povahy, s výbavou, provdala by se rada za pána s dobrým srdcem. Jen vážné nabídky pod zn. „Dobrá hospodyňka 23“ do adm. t. l. 7213–1: [411, 982, 629, 1028]
classified-ad: [169, 440, 395, 487]
price-box: [173, 154, 393, 233]
classified-ad: [1358, 679, 1584, 750]
classified-ad: [169, 639, 395, 674]
classified-ad: [645, 1142, 871, 1225]
ad-text: Intel. lepší 28letý řemeslník svob. pražák, s hotovými 800 zl., hledá družku života, dívku neb ovdovělou, nějakým věnem vlastní. Zeť jen s výbavou pro sňatek. Nab. pod zn. „A V 15“ do adm. t. l. 528–1: [887, 626, 1104, 672]
ad-heading: Nabídnutí k sňatku.: [691, 432, 824, 445]
classified-ad: [169, 393, 395, 440]
ad-text: Chudá, 27letá, tichou domácnost milující dívka, dobrého srdce, příjemného zevnějšku, přála by si provdati se za staršího muže neb vdovce. Nab. pod zn. „Upřímnost“ poste restante Horní Beřkovice. 9653: [1124, 708, 1342, 755]
ad-heading: Nabídnutí k sňatku.: [1167, 941, 1300, 954]
ad-heading: Nabídnutí k sňatku.: [929, 943, 1062, 956]
ad-text: Dva přítelkyně brunetky, mající slušnou výbavu, jedna 25letá a druhá 21letá, provdaly by se za pány se zajištěnou existencí. Lask. nab. pod zn. „M V 6“ do adm. t. l. 5995–1: [1124, 590, 1342, 624]
classified-ad: [169, 1146, 395, 1242]
ad-heading: Nabídnutí k sňatku.: [1167, 764, 1300, 777]
ad-text: Intel. 27letý c. k. stát. služebník hledá seznámiti se s dívkou neb vdovou v stáří od 20 do 27 let, která je mocná obou řečí, s jměním 600 kor. a výbavou. Nab. pod zn. „P M 27“ do 8. t. m. do adm. t. l. 9761: [1124, 305, 1342, 352]
classified-ad: [1120, 287, 1346, 358]
classified-ad: [1120, 631, 1346, 690]
classified-ad: [407, 1236, 633, 1307]
ad-text: Majitel velmi výnosného závodu, velmi příjemn. zevnějšku, slečnu s 1000 kor., hledá nevěstu s výbavou. Domov mimo jestli neví. Dopisy se žádostí ženěná odhalení zaslati do adm. t. l. Jen vážné nab. pod zn. „Důvěra 30“ do adm. t. l. 4731–1: [649, 1160, 867, 1219]
classified-ad: [407, 904, 633, 963]
classified-ad: [169, 874, 395, 921]
ad-text: Vdovec, samostatný řemeslník v Praze, přeje si ožeti pod zn. za manželku vdovu neb starší slečnu v stáří 48–55 let, s kapitálem šetrnou. Nabídky pod zn. „Z S 77“ do adm. t. l. do 10. t. m. 4798: [649, 863, 867, 910]
ad-heading: Nabídnutí k sňatku.: [929, 765, 1062, 778]
classified-ad: [407, 762, 633, 833]
ad-text: Sirotek dívka, s pěkným výbavou a 1200 kor. na hotovosti, přála by si učiniti opravdovou známost jen s lepším pánem ve službě neb obch., v stáří od 35–42 let. Milostivost sňatek zaručena. Jen vážné nab. pod zn. „Dobré mínění 35“ do adm. t. l. 5023–1: [649, 364, 867, 423]
ad-text: Do Ruska! Dva páni v stáří 25–26 let přáli si opravdovou známost s krajankami v stáří od 19–25 let vzdělanými a s vénem několika tisíc. Též žádá se o laskavé zaslání podob. předen. Dopisy ať se ráčí zaslati na adr. J M — O K, bei G. Plupina, Riga (Russland), Ki Münsterreiterstrasse Nro. 1, III. St. 4331: [173, 1165, 390, 1235]
classified-ad: [645, 1225, 871, 1308]
page-number: 1: [1575, 8, 1590, 33]
ad-heading: Nabídnutí k sňatku.: [1404, 824, 1537, 837]
ad-heading: Nabídnutí k sňatku.: [929, 682, 1062, 695]
classified-ad: [645, 845, 871, 916]
classified-ad: [645, 512, 871, 607]
ad-heading: Nabídnutí k sňatku.: [691, 611, 824, 624]
ad-text: Mám převzíti hostinec v menším městě vzorném, sídlo soudu, proto hledám dívku neb mladou vdovu, dobrou povahy, z řádné rodiny, s jměním 6000 zl. Nab. pod zn. „K V 29“ do adm. t. l. „Jen přímé nabídky“ se zodpoví. 7563–1: [1362, 412, 1580, 471]
classified-ad: [169, 557, 395, 592]
ad-text: Dopis na poště. Račte vyzvednout. 5119: [173, 728, 320, 738]
ad-heading: Nabídnutí k sňatku.: [1404, 883, 1537, 896]
ad-heading: Nabídnutí k sňatku.: [215, 1316, 348, 1329]
ad-text: Slečna s dobré venkov. rodiny, dom. vychovaná, vzdělaná, hledá se seznámiti s pánem, jenž by ji dal zajištěnou budoucnost, vzdělaným. Vdovec s 1 dítkem vitán. Nab. pod zn. „Čisté úmysly 27“ poste restante Brandýs n. L. 5131–1: [887, 388, 1104, 447]
classified-ad: [169, 287, 395, 358]
ad-heading: Nabídnutí k sňatku.: [1404, 682, 1537, 695]
classified-ad: [645, 287, 871, 346]
